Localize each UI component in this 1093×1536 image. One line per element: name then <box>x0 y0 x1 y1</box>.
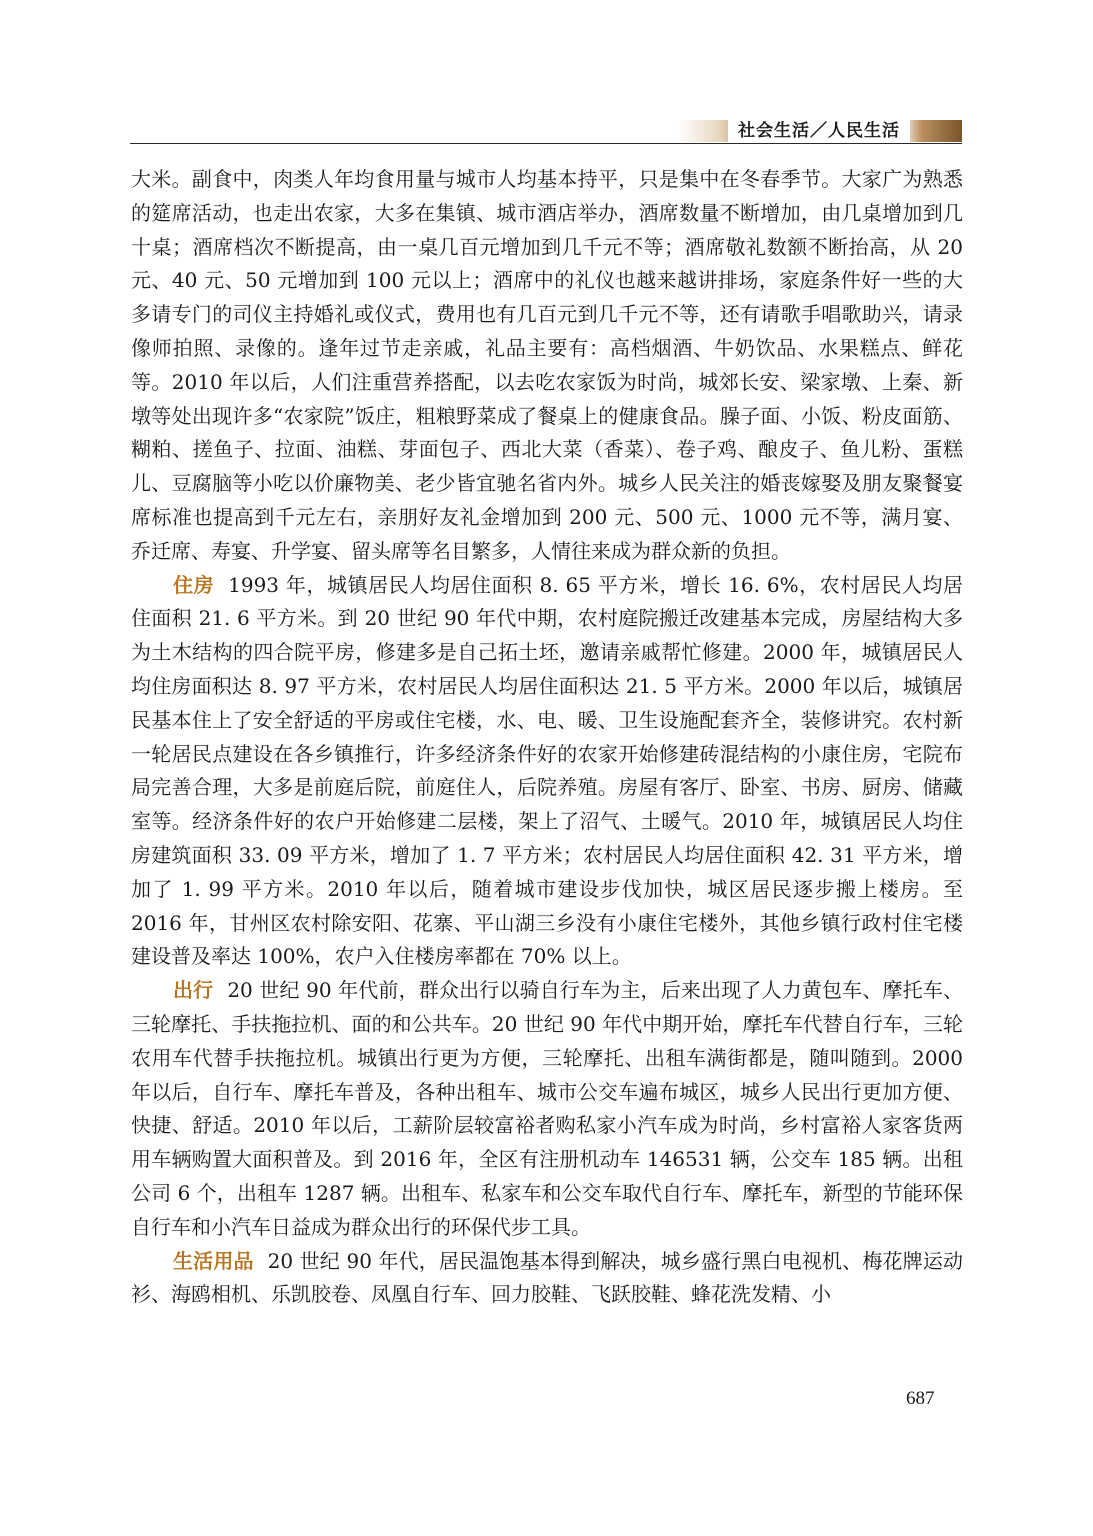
page-number: 687 <box>906 1388 935 1409</box>
paragraph-food <box>131 163 963 569</box>
header-rule <box>130 143 962 144</box>
section-heading-housing: 住房 <box>173 572 215 597</box>
paragraph-text: 20 世纪 90 年代，居民温饱基本得到解决，城乡盛行黑白电视机、梅花牌运动衫、海鸥相机、乐凯胶卷、凤凰自行车、回力胶鞋、飞跃胶鞋、蜂花洗发精、小 <box>131 1248 963 1307</box>
paragraph-text: 大米。副食中，肉类人年均食用量与城市人均基本持平，只是集中在冬春季节。大家广为熟悉的筵席活动，也走出农家，大多在集镇、城市酒店举办，酒席数量不断增加，由几桌增加到几十桌；酒席档次不断提高，由一桌几百元增加到几千元不等；酒席敬礼数额不断抬高，从 20 元、40 元、50 元增加到 100 元以上；酒席中的礼仪也越来越讲排场，家庭条件好一些的大多请专门的司仪主持婚礼或仪式，费用也有几百元到几千元不等，还有请歌手唱歌助兴，请录像师拍照、录像的。逢年过节走亲戚，礼品主要有：高档烟酒、牛奶饮品、水果糕点、鲜花等。2010 年以后，人们注重营养搭配，以去吃农家饭为时尚，城郊长安、梁家墩、上秦、新墩等处出现许多“农家院”饭庄，粗粮野菜成了餐桌上的健康食品。臊子面、小饭、粉皮面筋、糊粕、搓鱼子、拉面、油糕、芽面包子、西北大菜（香菜）、卷子鸡、酿皮子、鱼儿粉、蛋糕儿、豆腐脑等小吃以价廉物美、老少皆宜驰名省内外。城乡人民关注的婚丧嫁娶及朋友聚餐宴席标准也提高到千元左右，亲朋好友礼金增加到 200 元、500 元、1000 元不等，满月宴、乔迁席、寿宴、升学宴、留头席等名目繁多，人情往来成为群众新的负担。 <box>131 167 963 563</box>
body-text <box>131 163 963 1312</box>
paragraph-text: 1993 年，城镇居民人均居住面积 8. 65 平方米，增长 16. 6%，农村居民人均居住面积 21. 6 平方米。到 20 世纪 90 年代中期，农村庭院搬迁改建基本完成，房屋结构大多为土木结构的四合院平房，修建多是自己拓土坯，邀请亲戚帮忙修建。2000 年，城镇居民人均住房面积达 8. 97 平方米，农村居民人均居住面积达 21. 5 平方米。2000 年以后，城镇居民基本住上了安全舒适的平房或住宅楼，水、电、暖、卫生设施配套齐全，装修讲究。农村新一轮居民点建设在各乡镇推行，许多经济条件好的农家开始修建砖混结构的小康住房，宅院布局完善合理，大多是前庭后院，前庭住人，后院养殖。房屋有客厅、卧室、书房、厨房、储藏室等。经济条件好的农户开始修建二层楼，架上了沼气、土暖气。2010 年，城镇居民人均住房建筑面积 33. 09 平方米，增加了 1. 7 平方米；农村居民人均居住面积 42. 31 平方米，增加了 1. 99 平方米。2010 年以后，随着城市建设步伐加快，城区居民逐步搬上楼房。至 2016 年，甘州区农村除安阳、花寨、平山湖三乡没有小康住宅楼外，其他乡镇行政村住宅楼建设普及率达 100%，农户入住楼房率都在 70% 以上。 <box>131 572 964 969</box>
header-section-title: 社会生活／人民生活 <box>728 120 910 142</box>
paragraph-housing <box>131 569 963 975</box>
paragraph-daily-goods <box>131 1245 963 1313</box>
paragraph-text: 20 世纪 90 年代前，群众出行以骑自行车为主，后来出现了人力黄包车、摩托车、三轮摩托、手扶拖拉机、面的和公共车。20 世纪 90 年代中期开始，摩托车代替自行车，三轮农用车代替手扶拖拉机。城镇出行更为方便，三轮摩托、出租车满街都是，随叫随到。2000 年以后，自行车、摩托车普及，各种出租车、城市公交车遍布城区，城乡人民出行更加方便、快捷、舒适。2010 年以后，工薪阶层较富裕者购私家小汽车成为时尚，乡村富裕人家客货两用车辆购置大面积普及。到 2016 年，全区有注册机动车 146531 辆，公交车 185 辆。出租公司 6 个，出租车 1287 辆。出租车、私家车和公交车取代自行车、摩托车，新型的节能环保自行车和小汽车日益成为群众出行的环保代步工具。 <box>131 978 963 1239</box>
running-header <box>130 120 962 144</box>
section-heading-travel: 出行 <box>173 978 214 1003</box>
section-heading-daily-goods: 生活用品 <box>173 1248 254 1273</box>
paragraph-travel <box>131 974 963 1244</box>
